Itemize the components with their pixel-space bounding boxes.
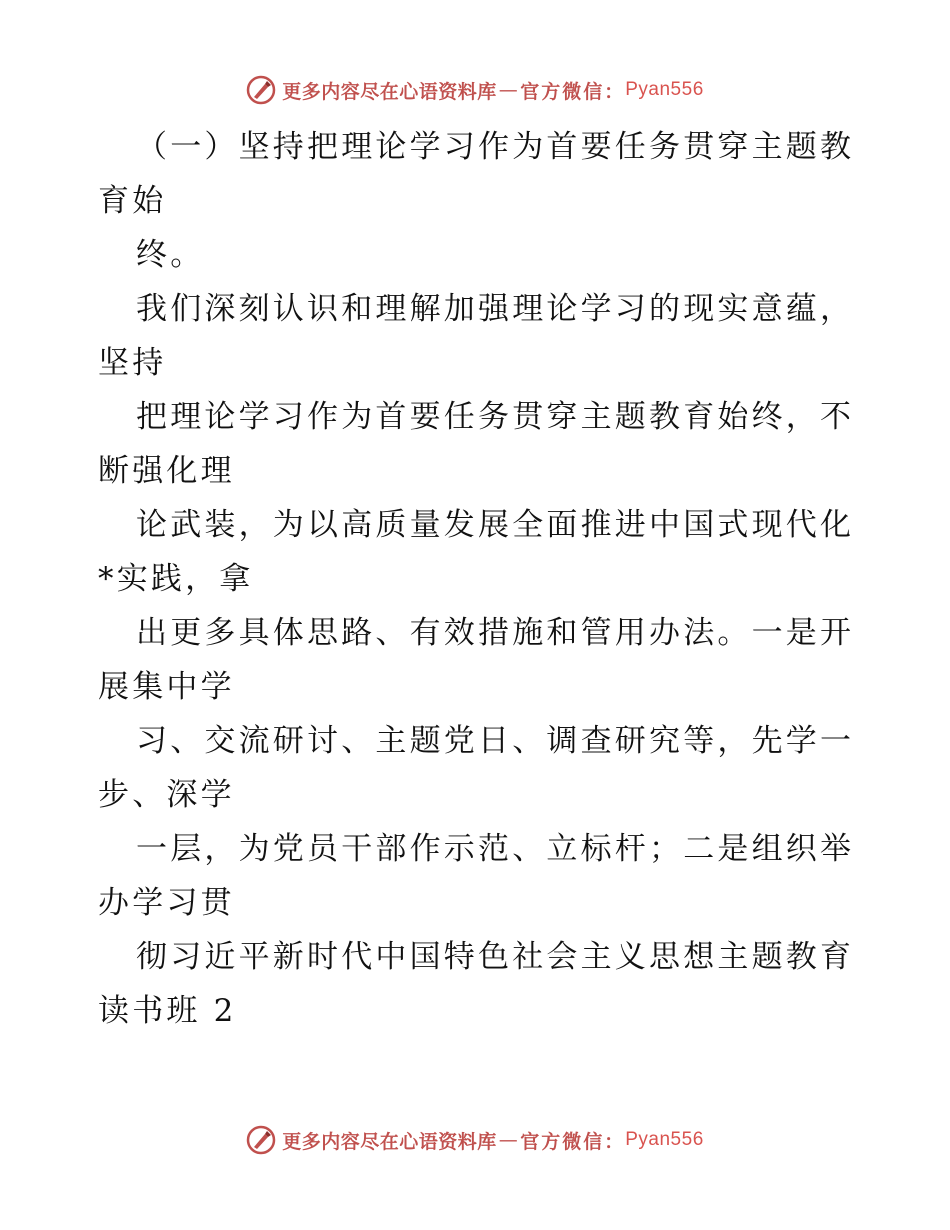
watermark-label: 官方微信： [520,1130,626,1153]
text-line: 育始 [98,183,167,219]
pen-logo-icon [246,75,276,105]
watermark-id: Pyan556 [625,79,704,100]
text-line: 步、深学 [98,777,235,813]
text-line: 彻习近平新时代中国特色社会主义思想主题教育 [136,939,855,975]
text-line: 出更多具体思路、有效措施和管用办法。一是开 [136,615,855,651]
text-line: 一层，为党员干部作示范、立标杆；二是组织举 [136,831,855,867]
text-line: 展集中学 [98,669,235,705]
watermark-dash: — [498,79,519,101]
pen-logo-icon [246,1125,276,1155]
text-line: *实践，拿 [98,561,254,597]
watermark-text: 更多内容尽在心语资料库 [282,1130,497,1153]
header-watermark [0,70,950,110]
text-line: 办学习贯 [98,885,235,921]
text-line: 终。 [136,237,205,273]
text-line: 断强化理 [98,453,235,489]
watermark-dash: — [498,1129,519,1151]
document-body [98,120,858,1038]
footer-watermark [0,1120,950,1160]
text-line: 论武装，为以高质量发展全面推进中国式现代化 [136,507,855,543]
text-line: 坚持 [98,345,167,381]
watermark-label: 官方微信： [520,80,626,103]
text-line: 把理论学习作为首要任务贯穿主题教育始终，不 [136,399,855,435]
watermark-text: 更多内容尽在心语资料库 [282,80,497,103]
text-line: （一）坚持把理论学习作为首要任务贯穿主题教 [136,129,855,165]
text-line: 我们深刻认识和理解加强理论学习的现实意蕴， [136,291,855,327]
text-line: 习、交流研讨、主题党日、调查研究等，先学一 [136,723,855,759]
text-line: 读书班 2 [98,993,237,1029]
watermark-id: Pyan556 [625,1129,704,1150]
